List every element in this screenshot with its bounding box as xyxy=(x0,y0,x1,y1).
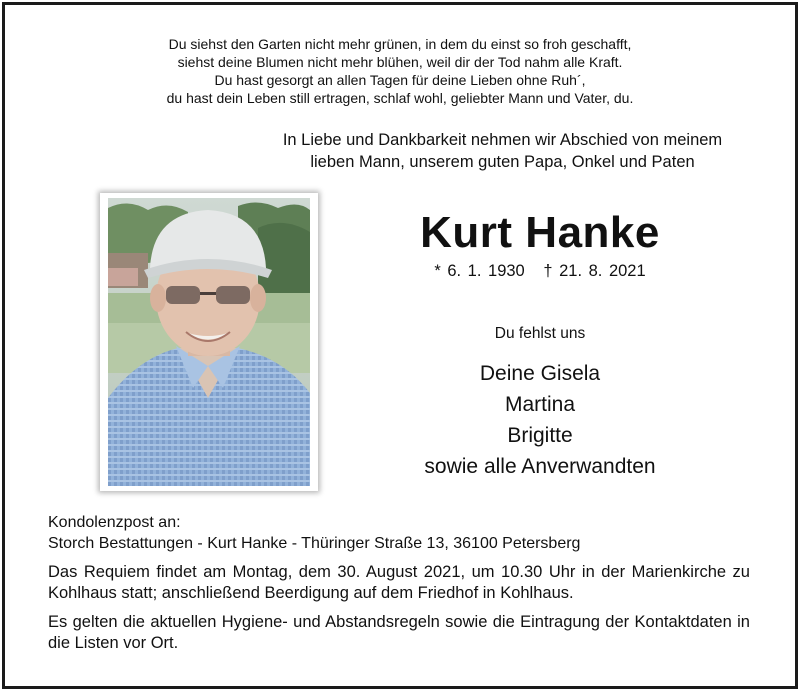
portrait-photo xyxy=(100,193,318,491)
condolence-section xyxy=(48,512,768,554)
missing-text: Du fehlst uns xyxy=(494,325,586,342)
life-dates xyxy=(330,262,750,281)
mourner: Brigitte xyxy=(507,424,573,447)
poem-line: siehst deine Blumen nicht mehr blühen, weil dir der Tod nahm alle Kraft. xyxy=(177,54,623,70)
mourner: sowie alle Anverwandten xyxy=(424,455,656,478)
poem-line: du hast dein Leben still ertragen, schlaf wohl, geliebter Mann und Vater, du. xyxy=(166,90,634,106)
birth-date: * 6. 1. 1930 xyxy=(434,262,525,280)
intro-line: In Liebe und Dankbarkeit nehmen wir Abschied von meinem xyxy=(282,131,723,149)
condolence-address: Storch Bestattungen - Kurt Hanke - Thüringer Straße 13, 36100 Petersberg xyxy=(48,535,581,552)
intro-text xyxy=(230,129,775,173)
death-date: † 21. 8. 2021 xyxy=(543,262,646,280)
poem-line: Du hast gesorgt an allen Tagen für deine Lieben ohne Ruh´, xyxy=(214,72,586,88)
requiem-paragraph: Das Requiem findet am Montag, dem 30. August 2021, um 10.30 Uhr in der Marienkirche zu Kohlhaus statt; anschließend Beerdigung auf dem Friedhof in Kohlhaus. xyxy=(48,563,750,602)
portrait-image xyxy=(108,198,310,486)
mourners-list xyxy=(330,358,750,482)
intro-line: lieben Mann, unserem guten Papa, Onkel und Paten xyxy=(310,153,695,171)
mourner: Deine Gisela xyxy=(479,362,601,385)
condolence-label: Kondolenzpost an: xyxy=(48,514,181,531)
poem-line: Du siehst den Garten nicht mehr grünen, in dem du einst so froh geschafft, xyxy=(168,36,632,52)
poem xyxy=(0,35,800,107)
mourner: Martina xyxy=(504,393,576,416)
hygiene-paragraph: Es gelten die aktuellen Hygiene- und Abstandsregeln sowie die Eintragung der Kontaktdaten in die Listen vor Ort. xyxy=(48,613,750,652)
deceased-name: Kurt Hanke xyxy=(420,208,660,257)
